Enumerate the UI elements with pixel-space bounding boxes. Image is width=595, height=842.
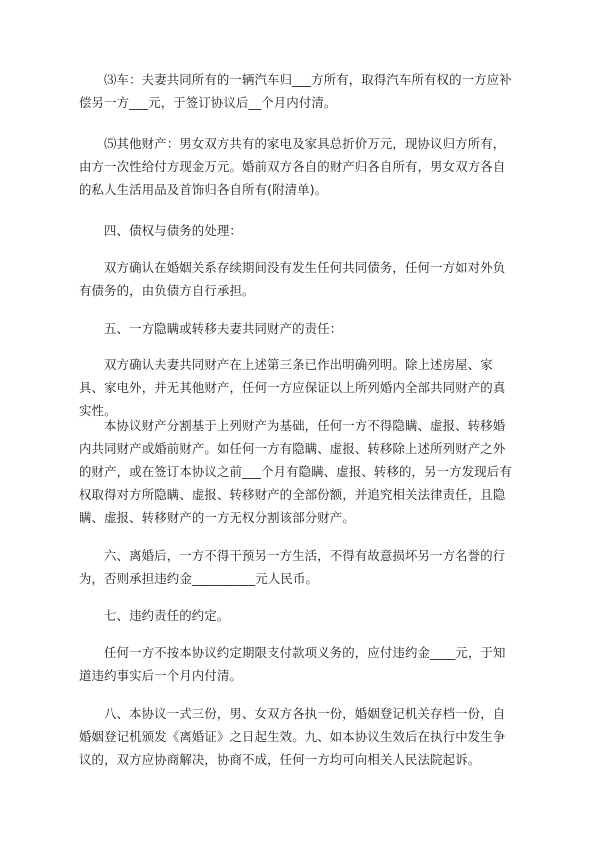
paragraph-copies-and-disputes: 八、本协议一式三份，男、女双方各执一份，婚姻登记机关存档一份，自婚姻登记机颁发《离婚证》之日起生效。九、如本协议生效后在执行中发生争议的，双方应协商解决，协商不成，任何一方均可向相关人民法院起诉。: [79, 706, 506, 767]
section-heading-concealment: 五、一方隐瞒或转移夫妻共同财产的责任：: [104, 321, 343, 336]
paragraph-other-property: ⑸其他财产：男女双方共有的家电及家具总折价万元，现协议归方所有，由方一次性给付方现金万元。婚前双方各自的财产归各自所有，男女双方各自的私人生活用品及首饰归各自所有(附清单)。: [79, 136, 506, 197]
section-heading-breach: 七、违约责任的约定。: [104, 608, 230, 623]
paragraph-car: ⑶车：夫妻共同所有的一辆汽车归___方所有，取得汽车所有权的一方应补偿另一方___元，于签订协议后__个月内付清。: [79, 72, 512, 110]
paragraph-non-interference: 六、离婚后，一方不得干预另一方生活，不得有故意损坏另一方名誉的行为，否则承担违约金__________元人民币。: [79, 548, 506, 586]
paragraph-penalty: 任何一方不按本协议约定期限支付款项义务的，应付违约金____元，于知道违约事实后一个月内付清。: [79, 645, 506, 683]
paragraph-property-confirmation: 双方确认夫妻共同财产在上述第三条已作出明确列明。除上述房屋、家具、家电外，并无其他财产，任何一方应保证以上所列婚内全部共同财产的真实性。: [79, 357, 506, 418]
paragraph-debts: 双方确认在婚姻关系存续期间没有发生任何共同债务，任何一方如对外负有债务的，由负债方自行承担。: [79, 260, 506, 298]
paragraph-concealment-liability: 本协议财产分割基于上列财产为基础，任何一方不得隐瞒、虚报、转移婚内共同财产或婚前财产。如任何一方有隐瞒、虚报、转移除上述所列财产之外的财产，或在签订本协议之前___个月有隐瞒、虚报、转移的，另一方发现后有权取得对方所隐瞒、虚报、转移财产的全部份额，并追究相关法律责任，且隐瞒、虚报、转移财产的一方无权分割该部分财产。: [79, 418, 512, 525]
section-heading-debts: 四、债权与债务的处理：: [104, 223, 242, 238]
